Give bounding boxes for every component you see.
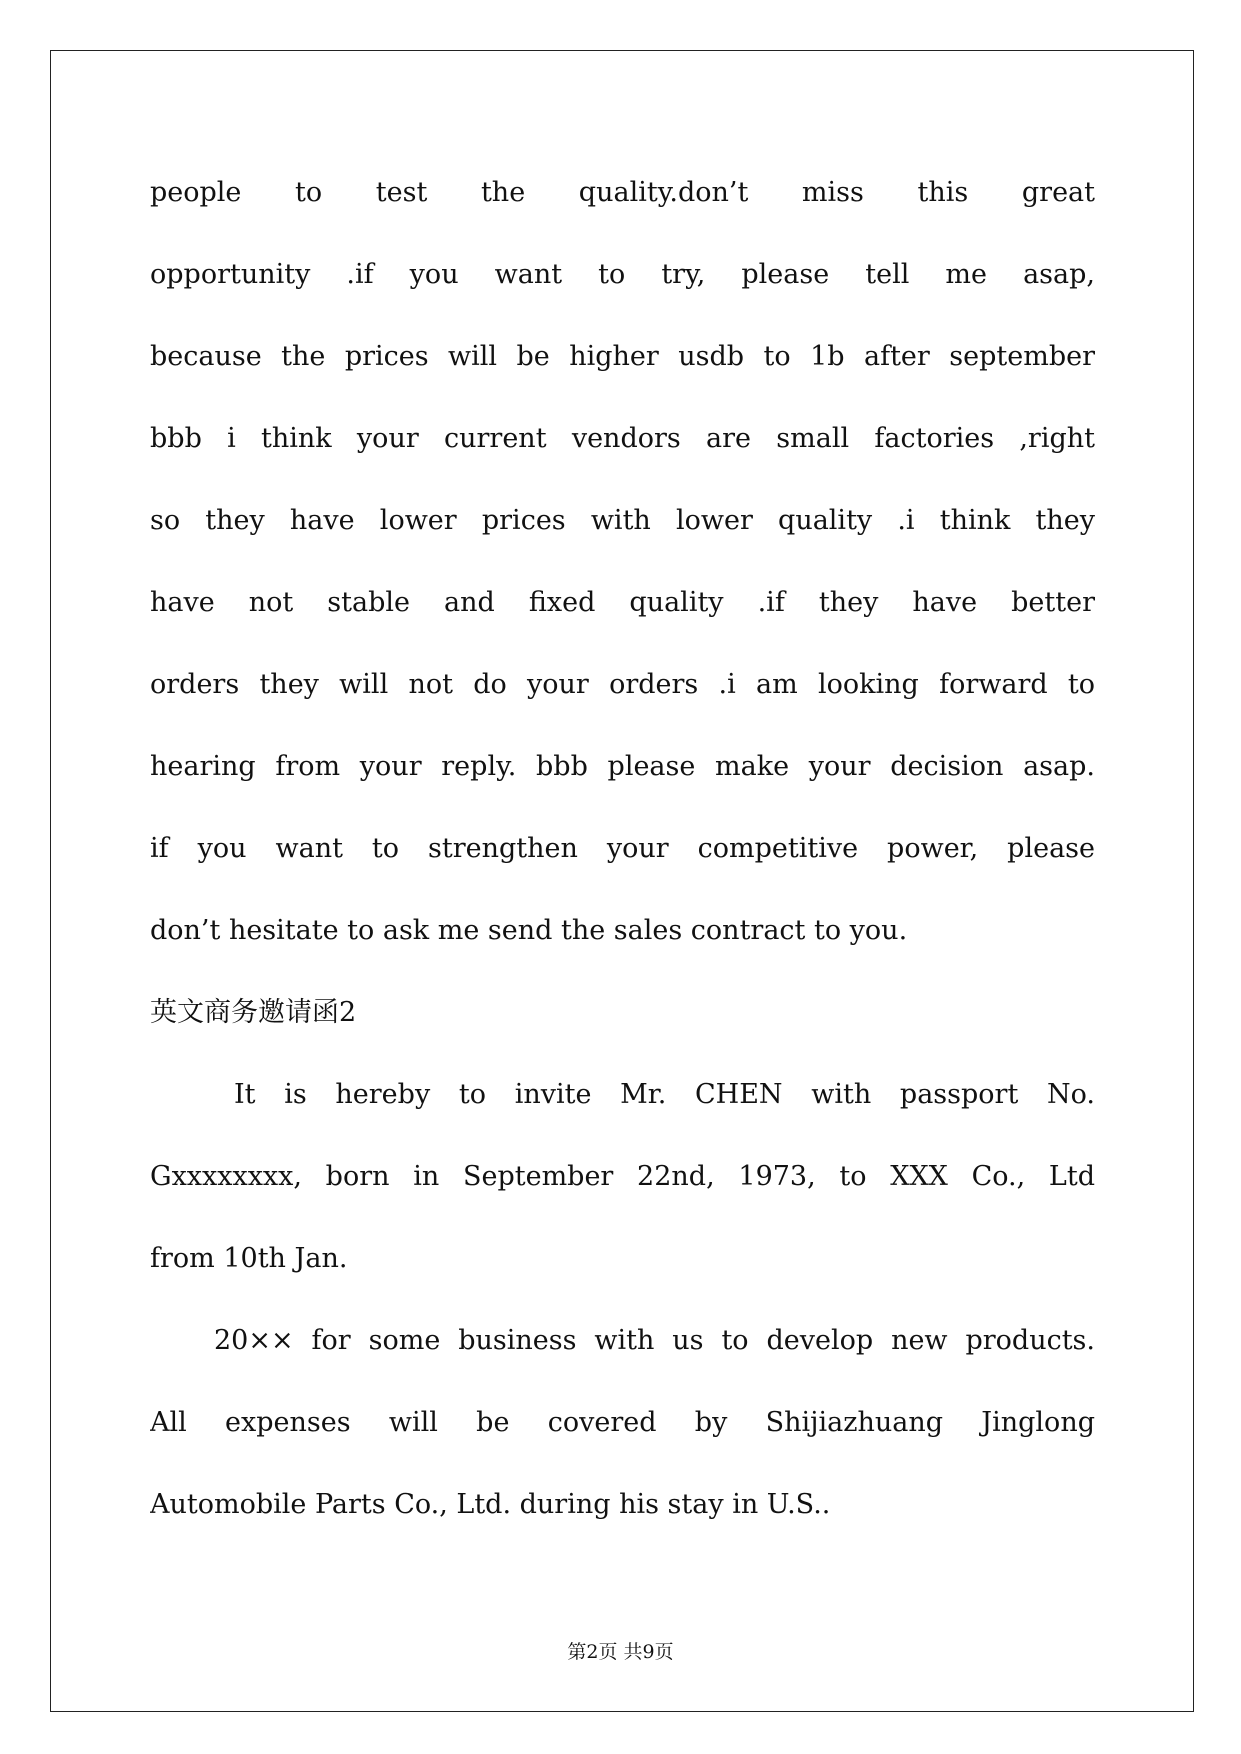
text-line: because the prices will be higher usdb to 1b after september [150, 341, 1095, 372]
text-line: Automobile Parts Co., Ltd. during his stay in U.S.. [150, 1489, 831, 1520]
text-line: bbb i think your current vendors are small factories ,right [150, 423, 1095, 454]
text-line: don’t hesitate to ask me send the sales contract to you. [150, 915, 908, 946]
section-heading: 英文商务邀请函2 [150, 997, 357, 1028]
text-line: orders they will not do your orders .i am looking forward to [150, 669, 1095, 700]
text-line: Gxxxxxxxx, born in September 22nd, 1973, to XXX Co., Ltd [150, 1161, 1095, 1192]
text-line: opportunity .if you want to try, please tell me asap, [150, 259, 1095, 290]
text-line: so they have lower prices with lower quality .i think they [150, 505, 1095, 536]
text-line: from 10th Jan. [150, 1243, 348, 1274]
page-number-footer: 第2页 共9页 [567, 1641, 674, 1663]
text-line: All expenses will be covered by Shijiazhuang Jinglong [150, 1407, 1095, 1438]
text-line: It is hereby to invite Mr. CHEN with passport No. [234, 1079, 1095, 1110]
document-body [150, 152, 1095, 1546]
text-line: if you want to strengthen your competitive power, please [150, 833, 1095, 864]
text-line: people to test the quality.don’t miss this great [150, 177, 1095, 208]
text-line: hearing from your reply. bbb please make your decision asap. [150, 751, 1095, 782]
text-line: have not stable and fixed quality .if they have better [150, 587, 1095, 618]
text-line: 20×× for some business with us to develop new products. [214, 1325, 1095, 1356]
